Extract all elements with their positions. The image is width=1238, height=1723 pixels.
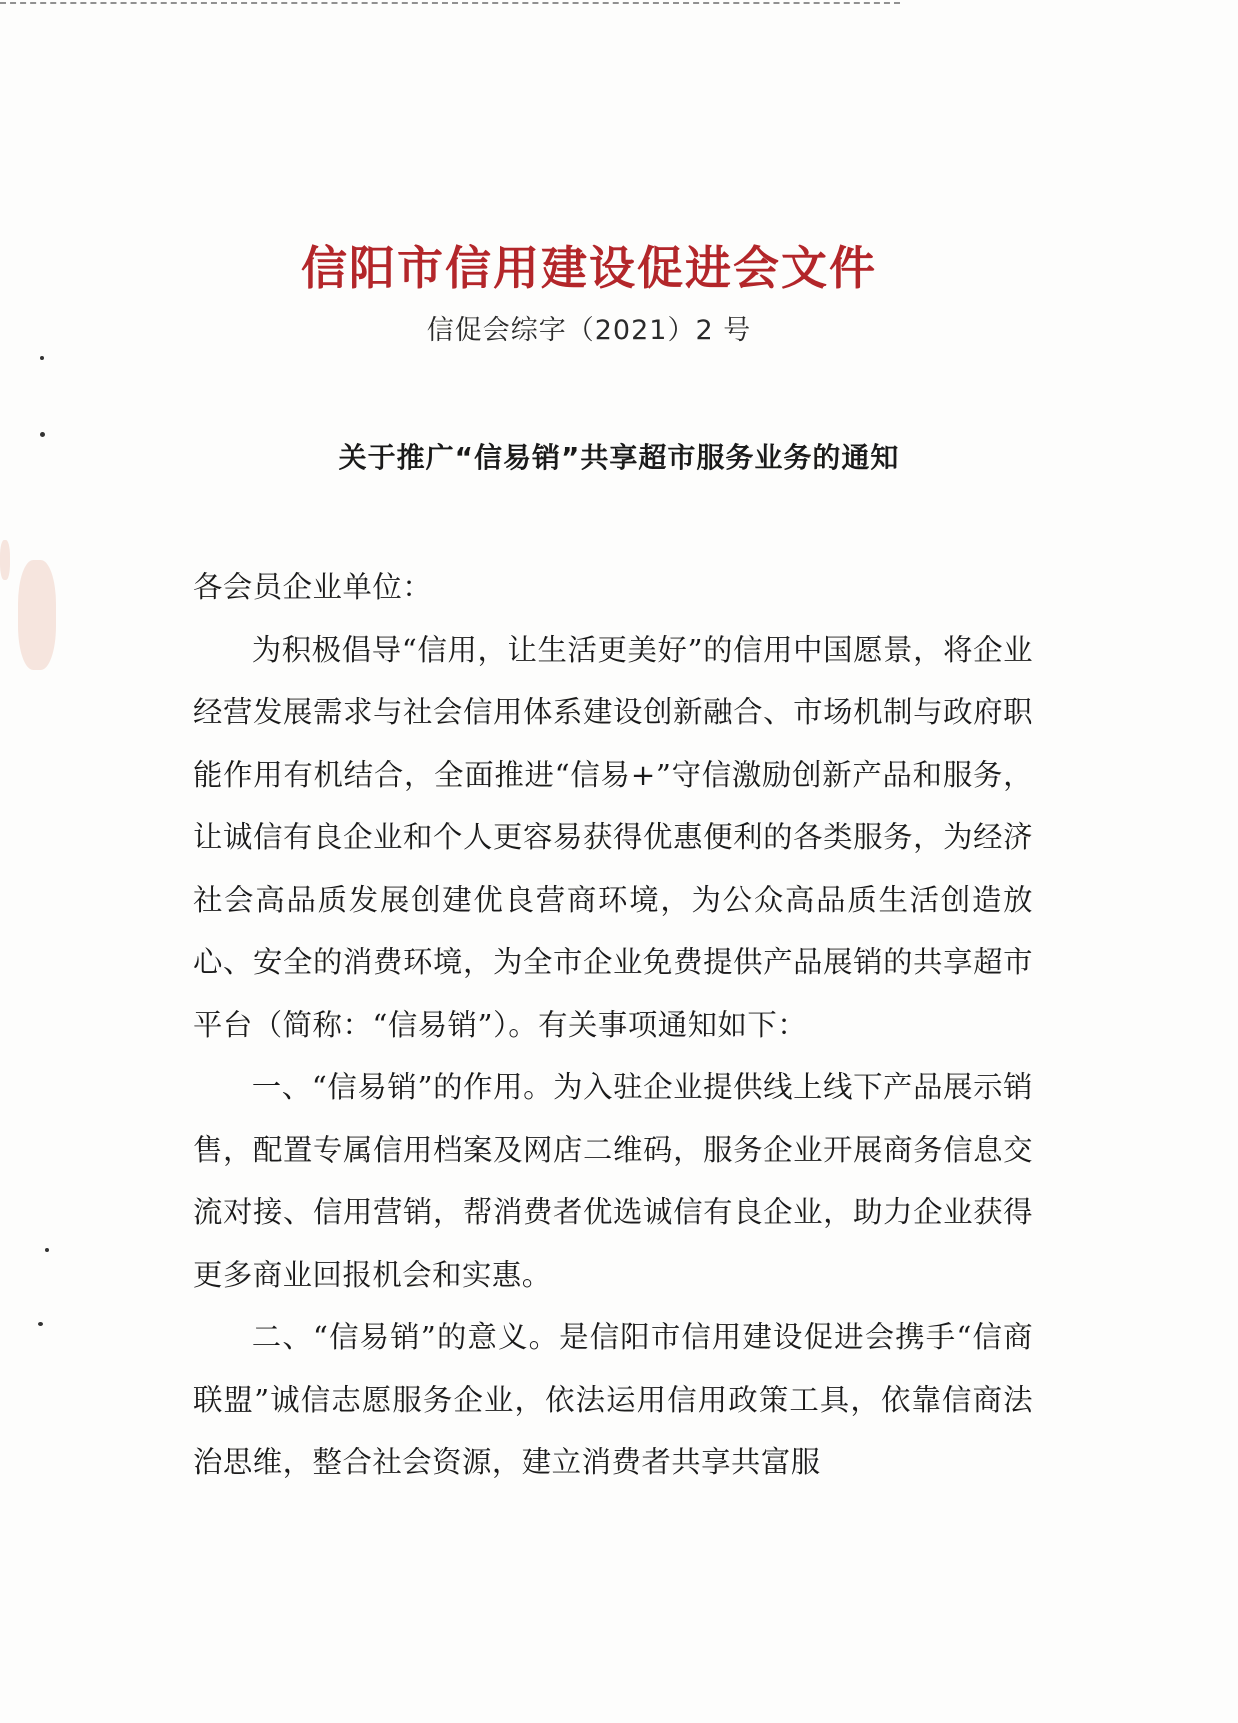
scan-top-edge <box>0 2 900 4</box>
scan-speck <box>38 1322 43 1326</box>
org-header-title: 信阳市信用建设促进会文件 <box>301 241 877 295</box>
notice-body <box>193 556 1033 1494</box>
paragraph-function: 一、“信易销”的作用。为入驻企业提供线上线下产品展示销售，配置专属信用档案及网店二维码，服务企业开展商务信息交流对接、信用营销，帮消费者优选诚信有良企业，助力企业获得更多商业回报机会和实惠。 <box>193 1070 1033 1292</box>
document-number: 信促会综字（2021）2 号 <box>426 315 752 346</box>
scan-speck <box>40 356 44 360</box>
scan-stain <box>18 560 56 670</box>
salutation: 各会员企业单位： <box>193 570 433 604</box>
paragraph-significance: 二、“信易销”的意义。是信阳市信用建设促进会携手“信商联盟”诚信志愿服务企业，依法运用信用政策工具，依靠信商法治思维，整合社会资源，建立消费者共享共富服 <box>193 1320 1033 1479</box>
scan-speck <box>45 1248 49 1252</box>
notice-title: 关于推广“信易销”共享超市服务业务的通知 <box>338 441 900 474</box>
paragraph-intro: 为积极倡导“信用，让生活更美好”的信用中国愿景，将企业经营发展需求与社会信用体系建设创新融合、市场机制与政府职能作用有机结合，全面推进“信易+”守信激励创新产品和服务，让诚信有良企业和个人更容易获得优惠便利的各类服务，为经济社会高品质发展创建优良营商环境，为公众高品质生活创造放心、安全的消费环境，为全市企业免费提供产品展销的共享超市平台（简称：“信易销”）。有关事项通知如下： <box>193 632 1033 1042</box>
scan-stain <box>0 540 10 580</box>
